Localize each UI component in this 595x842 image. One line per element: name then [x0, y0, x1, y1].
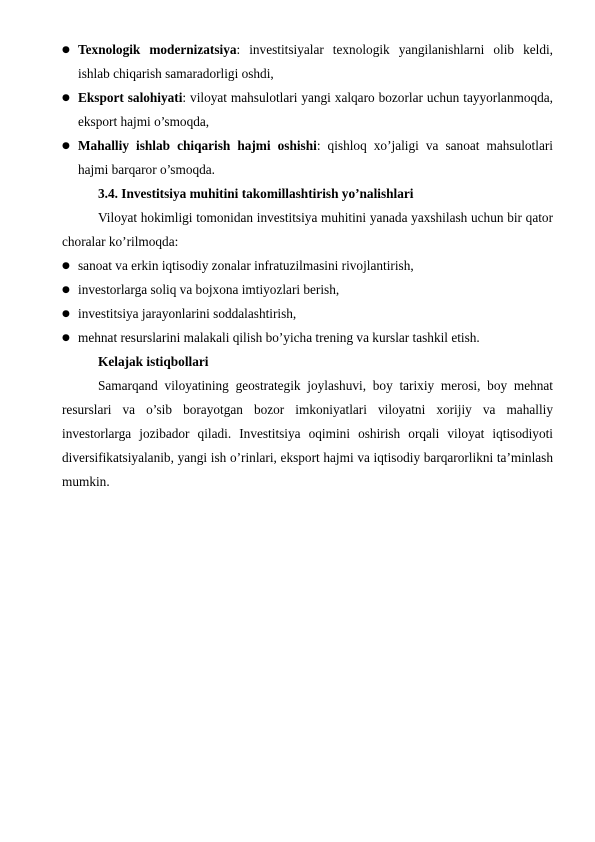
- list-item-text: sanoat va erkin iqtisodiy zonalar infratuzilmasini rivojlantirish,: [78, 258, 414, 273]
- list-item-text: : viloyat mahsulotlari yangi xalqaro bozorlar uchun tayyorlanmoqda, eksport hajmi o’smoqda,: [78, 90, 553, 129]
- bullet-icon: ●: [62, 285, 70, 295]
- list-item-text: mehnat resurslarini malakali qilish bo’yicha trening va kurslar tashkil etish.: [78, 330, 480, 345]
- list-item-text: investitsiya jarayonlarini soddalashtirish,: [78, 306, 297, 321]
- bullet-icon: ●: [62, 141, 70, 151]
- future-paragraph: Samarqand viloyatining geostrategik joylashuvi, boy tarixiy merosi, boy mehnat resurslari va o’sib borayotgan bozor imkoniyatlari viloyatni xorijiy va mahalliy investorlarga jozibador qiladi. Investitsiya oqimini oshirish orqali viloyat iqtisodiyoti diversifikatsiyalanib, yangi ish o’rinlari, eksport hajmi va iqtisodiy barqarorlikni ta’minlash mumkin.: [62, 378, 553, 489]
- document-page: [62, 38, 553, 494]
- list-item-text: investorlarga soliq va bojxona imtiyozlari berish,: [78, 282, 340, 297]
- future-heading: Kelajak istiqbollari: [98, 354, 209, 369]
- list-item-text: : investitsiyalar texnologik yangilanishlarni olib keldi, ishlab chiqarish samaradorligi oshdi,: [78, 42, 553, 81]
- bullet-icon: ●: [62, 309, 70, 319]
- bullet-icon: ●: [62, 261, 70, 271]
- list-item: [62, 302, 553, 326]
- bullet-icon: ●: [62, 333, 70, 343]
- section-heading: 3.4. Investitsiya muhitini takomillashtirish yo’nalishlari: [98, 186, 414, 201]
- list-item: [62, 38, 553, 86]
- list-item: [62, 326, 553, 350]
- list-item: [62, 278, 553, 302]
- bullet-icon: ●: [62, 93, 70, 103]
- list-item-term: Mahalliy ishlab chiqarish hajmi oshishi: [78, 138, 317, 153]
- achievements-list: [62, 38, 553, 182]
- list-item: [62, 254, 553, 278]
- list-item: [62, 86, 553, 134]
- bullet-icon: ●: [62, 45, 70, 55]
- list-item-term: Texnologik modernizatsiya: [78, 42, 237, 57]
- list-item-text: : qishloq xo’jaligi va sanoat mahsulotlari hajmi barqaror o’smoqda.: [78, 138, 553, 177]
- list-item: [62, 134, 553, 182]
- list-item-term: Eksport salohiyati: [78, 90, 183, 105]
- section-intro: Viloyat hokimligi tomonidan investitsiya muhitini yanada yaxshilash uchun bir qator choralar ko’rilmoqda:: [62, 210, 553, 249]
- measures-list: [62, 254, 553, 350]
